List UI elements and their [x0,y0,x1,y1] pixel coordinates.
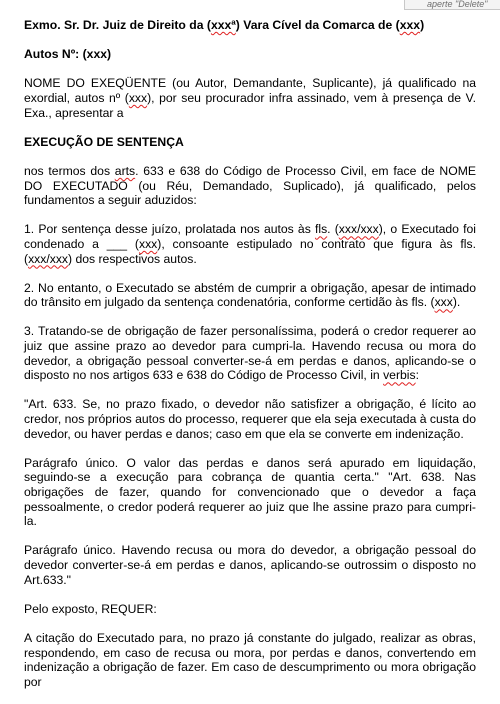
request-paragraph: A citação do Executado para, no prazo já constante do julgado, realizar as obras, respondendo, em caso de recusa ou mora, por perdas e danos, convertendo em indenização a obrigação de fazer. Em caso de descumprimento ou mora obrigação por [24,630,476,689]
intro-paragraph: NOME DO EXEQÜENTE (ou Autor, Demandante, Suplicante), já qualificado na exordial, autos nº (xxx), por seu procurador infra assinado, vem à presença de V. Exa., apresentar a [24,76,477,120]
case-number: Autos Nº: (xxx) [24,47,112,62]
court-heading: Exmo. Sr. Dr. Juiz de Direito da (xxxª) Vara Cível da Comarca de (xxx) [24,18,425,32]
spellcheck-underline: xxx [128,90,148,105]
basis-paragraph: nos termos dos arts. 633 e 638 do Código de Processo Civil, em face de NOME DO EXECUTADO (ou Réu, Demandado, Suplicado), já qualificado, pelos fundamentos a seguir aduzidos: [24,163,476,208]
spellcheck-underline: xxx [399,18,421,32]
spellcheck-underline: verbis [383,368,416,383]
document-page[interactable] [24,18,476,704]
quote-sole-paragraph-2: Parágrafo único. Havendo recusa ou mora do devedor, a obrigação pessoal do devedor converter-se-á em perdas e danos, aplicando-se outrossim o disposto no Art.633." [24,543,476,587]
document-title: EXECUÇÃO DE SENTENÇA [24,134,184,149]
spellcheck-underline: xxxª [210,18,236,32]
quote-sole-paragraph-art-638: Parágrafo único. O valor das perdas e danos será apurado em liquidação, seguindo-se a execução para cobrança de quantia certa." "Art. 638. Nas obrigações de fazer, quando for convencionado que o devedor a faça pessoalmente, o credor poderá requerer ao juiz que lhe assine prazo para cumpri-la. [24,455,476,529]
delete-hint-tab [404,0,500,10]
spellcheck-underline: fls [314,222,328,237]
delete-hint-text: aperte "Delete" [427,0,488,9]
spellcheck-underline: xxx [138,236,158,251]
spellcheck-underline: xxx/xxx [338,222,379,237]
paragraph-2: 2. No entanto, o Executado se abstém de cumprir a obrigação, apesar de intimado do trânsito em julgado da sentença condenatória, conforme certidão às fls. (xxx). [24,280,476,310]
spellcheck-underline: xxx/xxx [28,251,69,266]
paragraph-3: 3. Tratando-se de obrigação de fazer personalíssima, poderá o credor requerer ao juiz que assine prazo ao devedor para cumpri-la. Havendo recusa ou mora do devedor, a obrigação pessoal converter-se-á em perdas e danos, aplicando-se o disposto no nos artigos 633 e 638 do Código de Processo Civil, in verbis: [24,324,476,383]
spellcheck-underline: arts [114,163,136,178]
paragraph-1: 1. Por sentença desse juízo, prolatada nos autos às fls. (xxx/xxx), o Executado foi condenado a ___ (xxx), consoante estipulado no contrato que figura às fls. (xxx/xxx) dos respectivos autos. [24,222,476,266]
quote-art-633: "Art. 633. Se, no prazo fixado, o devedor não satisfizer a obrigação, é lícito ao credor, nos próprios autos do processo, requerer que ela seja executada à custa do devedor, ou haver perdas e danos; caso em que ela se converte em indenização. [24,397,476,441]
spellcheck-underline: xxx [434,295,453,310]
request-heading: Pelo exposto, REQUER: [24,601,157,616]
